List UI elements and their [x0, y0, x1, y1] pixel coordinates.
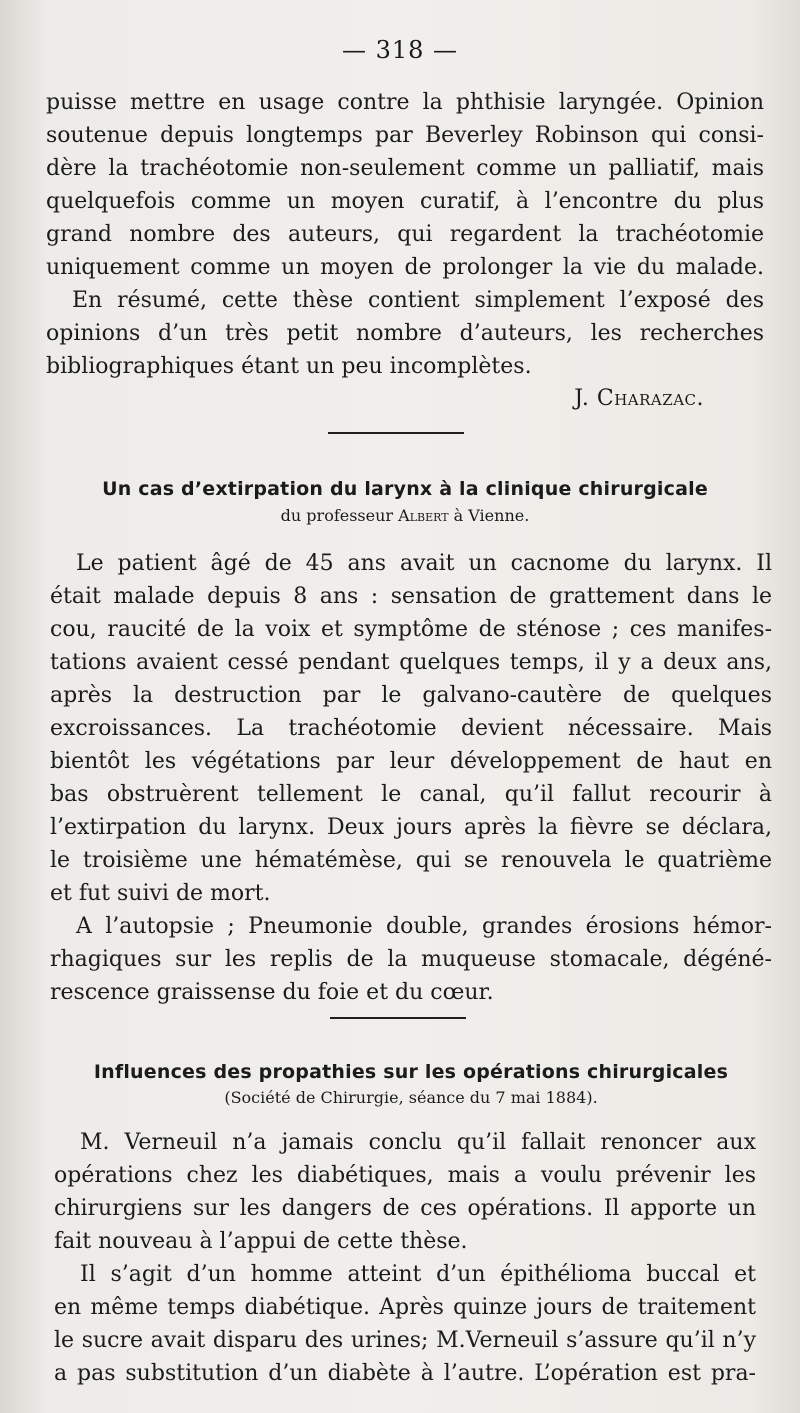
text-line: grand nombre des auteurs, qui regardent la trachéotomie	[46, 222, 764, 247]
text-line: A l’autopsie ; Pneumonie double, grandes érosions hémor-	[76, 914, 772, 939]
text-line: tations avaient cessé pendant quelques temps, il y a deux ans,	[50, 650, 772, 675]
section-divider	[328, 432, 464, 434]
text-line: rhagiques sur les replis de la muqueuse stomacale, dégéné-	[50, 947, 772, 972]
text-line: cou, raucité de la voix et symptôme de sténose ; ces manifes-	[50, 617, 772, 642]
text-line: le sucre avait disparu des urines; M.Verneuil s’assure qu’il n’y	[54, 1328, 756, 1353]
text-line: fait nouveau à l’appui de cette thèse.	[54, 1229, 468, 1254]
text-line: opérations chez les diabétiques, mais a voulu prévenir les	[54, 1163, 756, 1188]
text-line: rescence graissense du foie et du cœur.	[50, 980, 494, 1005]
text-line: En résumé, cette thèse contient simplement l’exposé des	[72, 288, 764, 313]
signature-text: J. Charazac.	[574, 386, 704, 411]
text-line: puisse mettre en usage contre la phthisie laryngée. Opinion	[46, 90, 764, 115]
text-line: a pas substitution d’un diabète à l’autre. L’opération est pra-	[54, 1361, 756, 1386]
article-body	[50, 547, 772, 1009]
article-title: Un cas d’extirpation du larynx à la clinique chirurgicale	[102, 478, 708, 500]
text-line: Il s’agit d’un homme atteint d’un épithélioma buccal et	[80, 1262, 756, 1287]
text-line: dère la trachéotomie non-seulement comme un palliatif, mais	[46, 156, 764, 181]
text-line: opinions d’un très petit nombre d’auteurs, les recherches	[46, 321, 764, 346]
text-line: et fut suivi de mort.	[50, 881, 271, 906]
text-line: après la destruction par le galvano-cautère de quelques	[50, 683, 772, 708]
text-line: quelquefois comme un moyen curatif, à l’encontre du plus	[46, 189, 764, 214]
text-line: chirurgiens sur les dangers de ces opérations. Il apporte un	[54, 1196, 756, 1221]
text-line: Le patient âgé de 45 ans avait un cacnome du larynx. Il	[76, 551, 772, 576]
text-line: bas obstruèrent tellement le canal, qu’il fallut recourir à	[50, 782, 772, 807]
text-line: en même temps diabétique. Après quinze jours de traitement	[54, 1295, 756, 1320]
text-line: uniquement comme un moyen de prolonger la vie du malade.	[46, 255, 764, 280]
subtitle-name: Albert	[398, 506, 449, 525]
author-signature	[574, 386, 704, 411]
text-line: le troisième une hématémèse, qui se renouvela le quatrième	[50, 848, 772, 873]
subtitle-suffix: à Vienne.	[453, 506, 530, 525]
subtitle-prefix: du professeur	[280, 506, 394, 525]
article-title: Influences des propathies sur les opérations chirurgicales	[93, 1061, 729, 1083]
text-line: bientôt les végétations par leur développement de haut en	[50, 749, 772, 774]
text-line: l’extirpation du larynx. Deux jours après la fièvre se déclara,	[50, 815, 772, 840]
text-line: excroissances. La trachéotomie devient nécessaire. Mais	[50, 716, 772, 741]
section-divider	[330, 1017, 466, 1019]
text-line: M. Verneuil n’a jamais conclu qu’il fallait renoncer aux	[80, 1130, 756, 1155]
text-line: bibliographiques étant un peu incomplètes.	[46, 354, 532, 379]
article-subtitle: (Société de Chirurgie, séance du 7 mai 1884).	[224, 1088, 598, 1107]
continuation-text	[46, 86, 764, 383]
text-line: était malade depuis 8 ans : sensation de grattement dans le	[50, 584, 772, 609]
text-line: soutenue depuis longtemps par Beverley Robinson qui consi-	[46, 123, 764, 148]
article-subtitle	[46, 506, 764, 525]
article-body	[54, 1126, 756, 1390]
page-number: — 318 —	[341, 36, 459, 64]
